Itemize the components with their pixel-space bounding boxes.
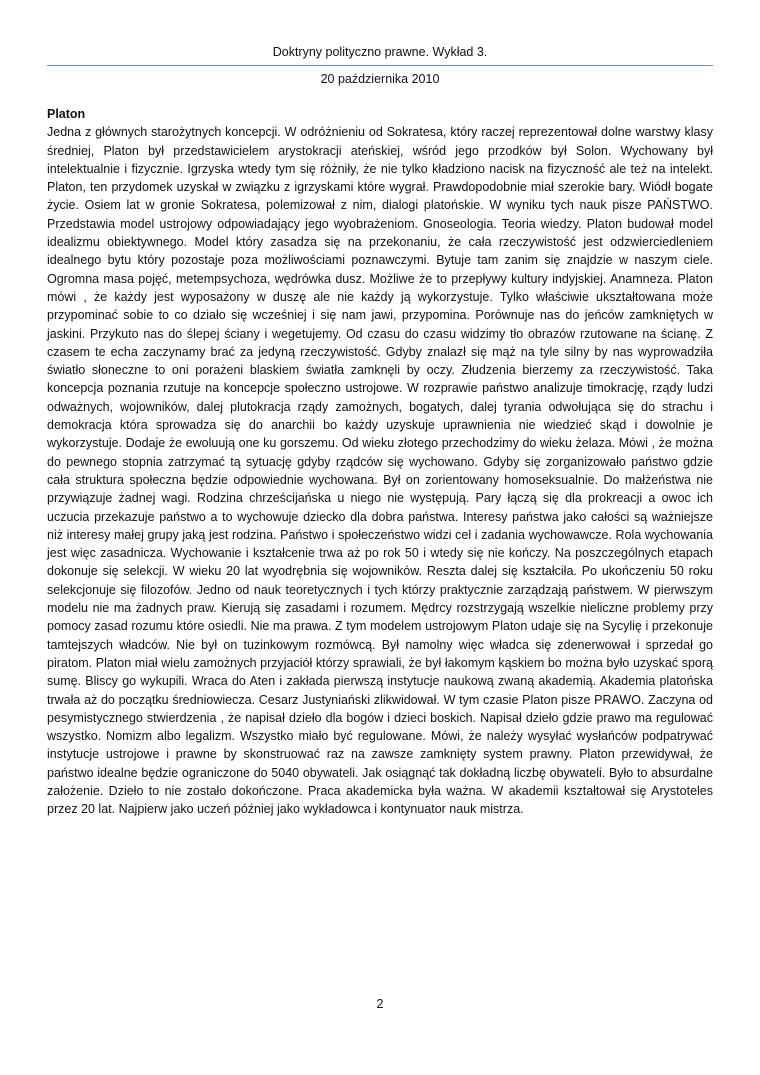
section-body-text: Jedna z głównych starożytnych koncepcji. W odróżnieniu od Sokratesa, który raczej reprezentował dolne warstwy klasy średniej, Platon był przedstawicielem arystokracji ateńskiej, wśród jego przodków był Solon. Wychowany był intelektualnie i fizycznie. Igrzyska wtedy tym się różniły, że nie tylko kładziono nacisk na fizyczność ale też na intelekt. Platon, ten przydomek uzyskał w związku z igrzyskami które wygrał. Prawdopodobnie miał szerokie bary. Wiódł bogate życie. Osiem lat w gronie Sokratesa, polemizował z nim, dialogi platońskie. W wyniku tych nauk pisze PAŃSTWO. Przedstawia model ustrojowy odpowiadający jego wyobrażeniom. Gnoseologia. Teoria wiedzy. Platon budował model idealizmu obiektywnego. Model który zasadza się na przekonaniu, że cała rzeczywistość jest odzwierciedleniem idealnego bytu który pozostaje poza możliwościami poznawczymi. Bytuje tam zanim się znajdzie w naszym ciele. Ogromna masa pojęć, metempsychoza, wędrówka dusz. Możliwe że to przepływy kultury indyjskiej. Anamneza. Platon mówi , że każdy jest wyposażony w duszę ale nie każdy ją wykorzystuje. Tylko właściwie ukształtowana może przypominać sobie to co działo się wcześniej i się nam jawi, przypomina. Porównuje nas do jeńców zamkniętych w jaskini. Przykuto nas do ślepej ściany i wegetujemy. Od czasu do czasu widzimy tło obrazów rzutowane na ścianę. Z czasem te echa zaczynamy brać za jedyną rzeczywistość. Gdyby znalazł się mąż na tyle silny by nas wyprowadziła światło słoneczne to oni porażeni blaskiem światła zamknęli by oczy. Złudzenia bierzemy za rzeczywistość. Taka koncepcja poznania rzutuje na koncepcje społeczno ustrojowe. W rozprawie państwo analizuje timokrację, rządy ludzi odważnych, wojowników, dalej plutokracja rządy zamożnych, bogatych, dalej tyrania odwołująca się do strachu i demokracja która sprowadza się do anarchii bo każdy uzyskuje uprawnienia nie wiedzieć skąd i dowolnie je wykorzystuje. Dodaje że ewoluują one ku gorszemu. Od wieku złotego przechodzimy do wieku żelaza. Mówi , że można do pewnego stopnia zatrzymać tą sytuację gdyby rządców się wychowano. Gdyby się zorganizowało państwo gdzie cała struktura społeczna będzie odpowiednie wychowana. Był on zorientowany homoseksualnie. Do małżeństwa nie przywiązuje żadnej wagi. Rodzina chrześcijańska u niego nie występują. Pary łączą się dla prokreacji a owoc ich uczucia przekazuje państwo a to wychowuje dziecko dla dobra państwa. Interesy państwa jako całości są ważniejsze niż interesy małej grupy jaką jest rodzina. Państwo i społeczeństwo widzi cel i zadania wychowawcze. Rola wychowania jest więc zasadnicza. Wychowanie i kształcenie trwa aż po rok 50 i wtedy się nie kończy. Na poszczególnych etapach dokonuje się selekcji. W wieku 20 lat wyodrębnia się wojowników. Reszta dalej się kształciła. Po ukończeniu 50 roku selekcjonuje się filozofów. Jedno od nauk teoretycznych i tych którzy praktycznie zarządzają państwem. W pierwszym modelu nie ma żadnych praw. Kierują się zasadami i rozumem. Mędrcy rozstrzygają wszelkie nieliczne problemy przy pomocy zasad rozumu które osiedli. Nie ma prawa. Z tym modelem ustrojowym Platon udaje się na Sycylię i przekonuje tamtejszych władców. Nie był on tuzinkowym rozmówcą. Był namolny więc władca się zdenerwował i sprzedał go piratom. Platon miał wielu zamożnych przyjaciół którzy sprawiali, że był łakomym kąskiem bo można było uzyskać sporą sumę. Bliscy go wykupili. Wraca do Aten i zakłada pierwszą instytucje naukową zwaną akademią. Akademia platońska trwała aż do początku średniowiecza. Cesarz Justyniański zlikwidował. W tym czasie Platon pisze PRAWO. Zaczyna od pesymistycznego stwierdzenia , że napisał dzieło dla bogów i dzieci boskich. Napisał dzieło gdzie prawo ma regulować wszystko. Nomizm albo legalizm. Wszystko miało być regulowane. Mówi, że należy wysyłać wysłańców podpatrywać instytucje ustrojowe i prawne by skonstruować raz na zawsze zamknięty system prawny. Platon przewidywał, że państwo idealne będzie ograniczone do 5040 obywateli. Jak osiągnąć tak dokładną liczbę obywateli. Było to absurdalne założenie. Dzieło to nie zostało dokończone. Praca akademicka była ważna. W akademii kształtował się Arystoteles przez 20 lat. Najpierw jako uczeń później jako wykładowca i kontynuator nauk mistrza.: [47, 125, 713, 817]
page-number: 2: [376, 997, 384, 1011]
document-date: 20 października 2010: [320, 72, 440, 86]
section-heading: Platon: [47, 107, 86, 121]
page-header: [47, 44, 713, 87]
document-title: Doktryny polityczno prawne. Wykład 3.: [272, 45, 488, 59]
page-content: [47, 105, 713, 819]
